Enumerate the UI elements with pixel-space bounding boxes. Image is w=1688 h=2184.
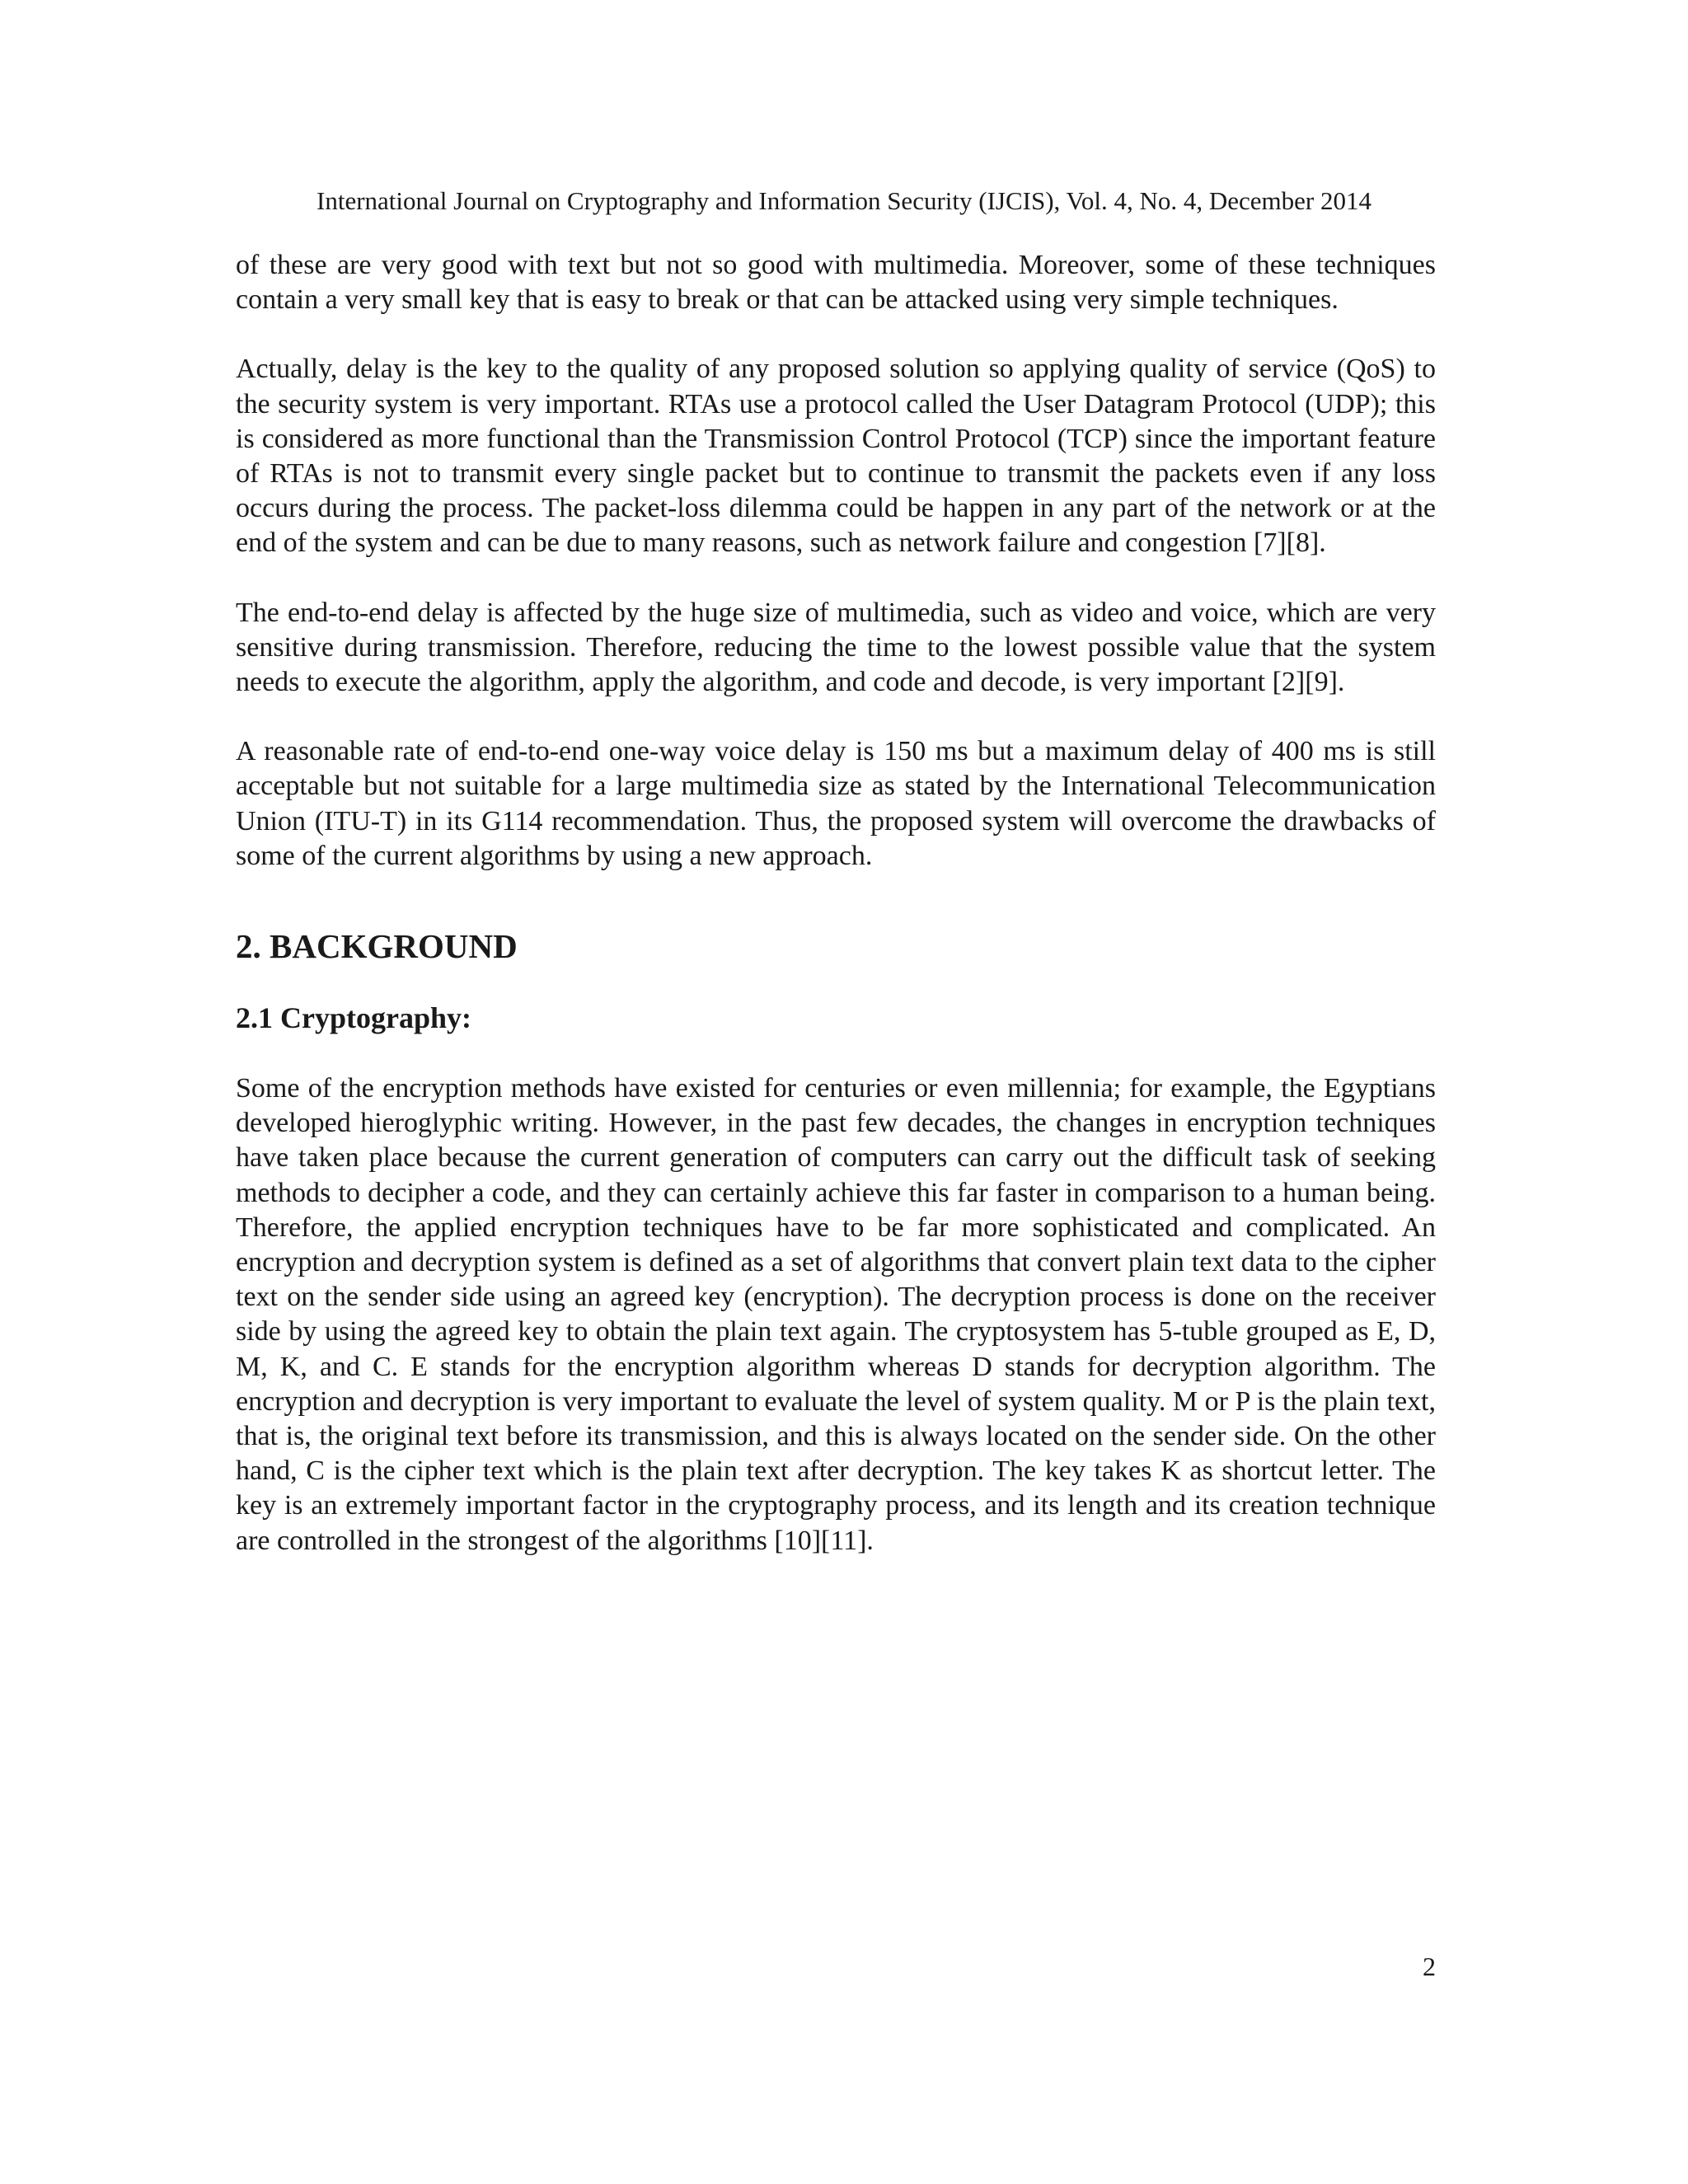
paragraph-delay-qos: Actually, delay is the key to the quality of any proposed solution so applying quality of service (QoS) to the security system is very important. RTAs use a protocol called the User Datagram Protocol (UDP); this is considered as more functional than the Transmission Control Protocol (TCP) since the important feature of RTAs is not to transmit every single packet but to continue to transmit the packets even if any loss occurs during the process. The packet-loss dilemma could be happen in any part of the network or at the end of the system and can be due to many reasons, such as network failure and congestion [7][8]. xyxy=(236,354,1436,559)
page-content xyxy=(236,248,1436,1558)
page-number: 2 xyxy=(1423,1952,1436,1981)
subsection-heading: 2.1 Cryptography: xyxy=(236,1001,471,1035)
section-heading: 2. BACKGROUND xyxy=(236,927,518,966)
paragraph-end-to-end-delay: The end-to-end delay is affected by the huge size of multimedia, such as video and voice, which are very sensitive during transmission. Therefore, reducing the time to the lowest possible value that the system needs to execute the algorithm, apply the algorithm, and code and decode, is very important [2][9]. xyxy=(236,597,1436,698)
paragraph-cryptography: Some of the encryption methods have existed for centuries or even millennia; for example, the Egyptians developed hieroglyphic writing. However, in the past few decades, the changes in encryption techniques have taken place because the current generation of computers can carry out the difficult task of seeking methods to decipher a code, and they can certainly achieve this far faster in comparison to a human being. Therefore, the applied encryption techniques have to be far more sophisticated and complicated. An encryption and decryption system is defined as a set of algorithms that convert plain text data to the cipher text on the sender side using an agreed key (encryption). The decryption process is done on the receiver side by using the agreed key to obtain the plain text again. The cryptosystem has 5-tuble grouped as E, D, M, K, and C. E stands for the encryption algorithm whereas D stands for decryption algorithm. The encryption and decryption is very important to evaluate the level of system quality. M or P is the plain text, that is, the original text before its transmission, and this is always located on the sender side. On the other hand, C is the cipher text which is the plain text after decryption. The key takes K as shortcut letter. The key is an extremely important factor in the cryptography process, and its length and its creation technique are controlled in the strongest of the algorithms [10][11]. xyxy=(236,1073,1436,1556)
paragraph-continuation: of these are very good with text but not so good with multimedia. Moreover, some of these techniques contain a very small key that is easy to break or that can be attacked using very simple techniques. xyxy=(236,250,1436,316)
running-header: International Journal on Cryptography and Information Security (IJCIS), Vol. 4, No. 4, December 2014 xyxy=(316,186,1372,215)
paragraph-voice-delay: A reasonable rate of end-to-end one-way voice delay is 150 ms but a maximum delay of 400 ms is still acceptable but not suitable for a large multimedia size as stated by the International Telecommunication Union (ITU-T) in its G114 recommendation. Thus, the proposed system will overcome the drawbacks of some of the current algorithms by using a new approach. xyxy=(236,736,1436,871)
